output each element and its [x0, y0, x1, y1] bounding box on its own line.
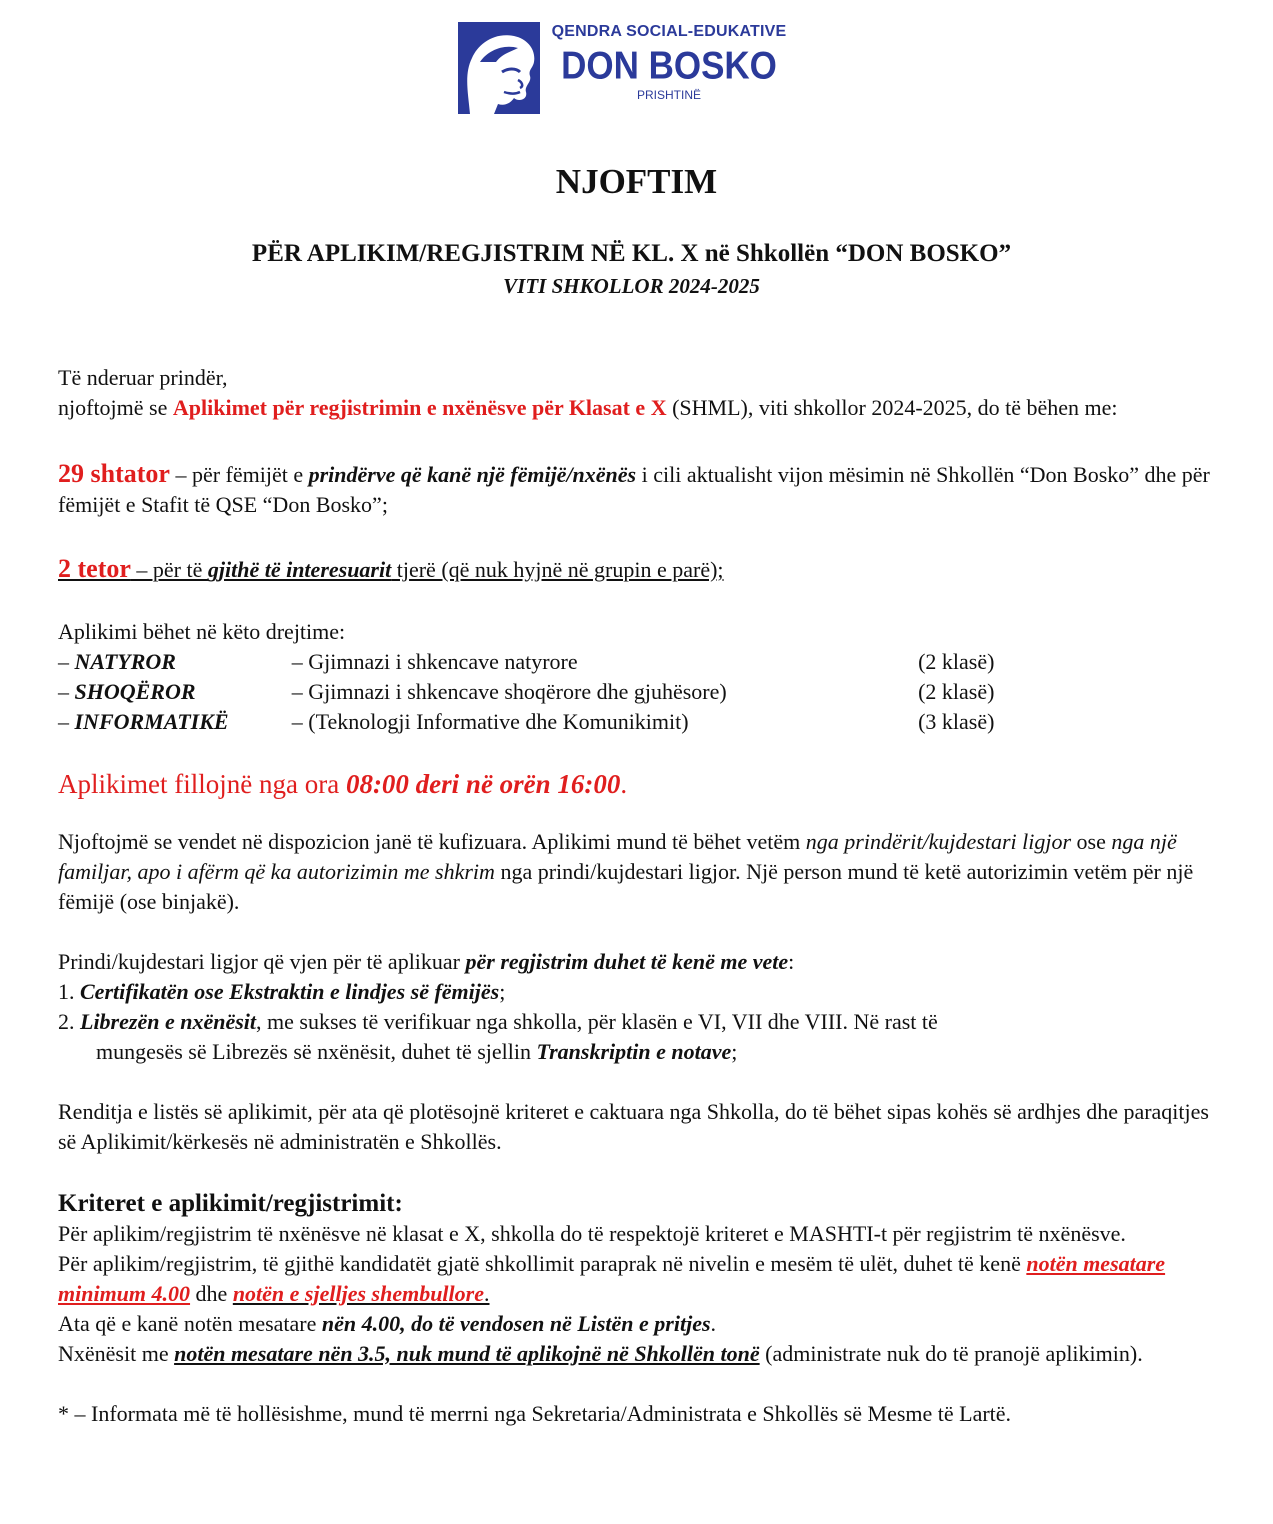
- hours-end: .: [620, 769, 628, 799]
- date1-paragraph: [58, 459, 1218, 520]
- hours-line: [58, 769, 1218, 799]
- direction-classes: (3 klasë): [918, 709, 995, 734]
- notice-emphasis-1: nga prindërit/kujdestari ligjor: [805, 829, 1072, 854]
- date2-date: 2 tetor: [58, 554, 131, 583]
- school-year: VITI SHKOLLOR 2024-2025: [503, 274, 760, 298]
- order-paragraph: Renditja e listës së aplikimit, për ata që plotësojnë kriteret e caktuara nga Shkolla, do të bëhet sipas kohës së ardhjes dhe paraqitjes së Aplikimit/kërkesës në administratën e Shkollës.: [58, 1099, 1209, 1154]
- notice-subtitle: PËR APLIKIM/REGJISTRIM NË KL. X në Shkollën “DON BOSKO”: [251, 240, 1012, 267]
- item-end: ;: [499, 979, 506, 1004]
- direction-dash: –: [58, 679, 75, 704]
- date1-text: – për fëmijët e: [169, 462, 309, 487]
- date2-text: – për të: [130, 557, 208, 582]
- item-title: Certifikatën ose Ekstraktin e lindjes së fëmijës: [80, 979, 500, 1004]
- direction-row: [58, 707, 1018, 737]
- intro-text-end: (SHML), viti shkollor 2024-2025, do të bëhen me:: [666, 395, 1118, 420]
- date2-paragraph: [58, 554, 1218, 585]
- item-number: 2.: [58, 1009, 80, 1034]
- logo-city-line: PRISHTINË: [636, 88, 701, 102]
- direction-name: INFORMATIKË: [74, 709, 229, 734]
- document-item-2: [58, 1007, 1218, 1037]
- criteria-paragraph-3: [58, 1309, 1218, 1339]
- logo-name-line: DON BOSKO: [561, 43, 777, 88]
- school-logo: [458, 22, 798, 114]
- criteria-exclusion: notën mesatare nën 3.5, nuk mund të aplikojnë në Shkollën tonë: [174, 1341, 760, 1366]
- docs-intro-text: Prindi/kujdestari ligjor që vjen për të aplikuar: [58, 949, 466, 974]
- criteria-min-grade: notën mesatare minimum 4.00: [58, 1251, 1166, 1306]
- notice-text: Njoftojmë se vendet në dispozicion janë të kufizuara. Aplikimi mund të bëhet vetëm: [58, 829, 806, 854]
- notice-emphasis-2: nga një familjar, apo i afërm që ka autorizimin me shkrim: [58, 829, 1177, 884]
- docs-intro-emphasis: për regjistrim duhet të kenë me vete: [465, 949, 789, 974]
- directions-list: [58, 647, 1018, 737]
- logo-org-line: QENDRA SOCIAL-EDUKATIVE: [551, 23, 787, 40]
- documents-intro: [58, 947, 1218, 977]
- intro-paragraph: [58, 393, 1218, 423]
- directions-intro: Aplikimi bëhet në këto drejtime:: [58, 619, 346, 644]
- notice-paragraph: [58, 827, 1218, 917]
- criteria-paragraph-4: [58, 1339, 1218, 1369]
- criteria-text: Ata që e kanë notën mesatare: [58, 1311, 322, 1336]
- criteria-paragraph-1: Për aplikim/regjistrim të nxënësve në klasat e X, shkolla do të respektojë kriteret e MASHTI-t për regjistrim të nxënësve.: [58, 1221, 1126, 1246]
- criteria-text-end: (administrate nuk do të pranojë aplikimin).: [759, 1341, 1143, 1366]
- date1-text-end: i cili aktualisht vijon mësimin në Shkollën “Don Bosko” dhe për fëmijët e Stafit të QSE “Don Bosko”;: [58, 462, 1210, 517]
- direction-desc: – Gjimnazi i shkencave shoqërore dhe gjuhësore): [291, 679, 727, 704]
- portrait-logo-icon: [458, 22, 540, 114]
- direction-dash: –: [58, 709, 75, 734]
- hours-time: 08:00 deri në orën 16:00: [345, 769, 621, 799]
- direction-name: NATYROR: [74, 649, 176, 674]
- hours-text: Aplikimet fillojnë nga ora: [58, 769, 346, 799]
- logo-text: [540, 22, 798, 102]
- direction-row: [58, 647, 1018, 677]
- direction-name: SHOQËROR: [74, 679, 196, 704]
- criteria-conduct-grade: notën e sjelljes shembullore: [232, 1281, 484, 1306]
- intro-text: njoftojmë se: [58, 395, 173, 420]
- direction-classes: (2 klasë): [918, 679, 995, 704]
- item-end: ;: [731, 1039, 738, 1064]
- footnote: * – Informata më të hollësishme, mund të merrni nga Sekretaria/Administrata e Shkollës së Mesme të Lartë.: [58, 1401, 1012, 1426]
- intro-highlight: Aplikimet për regjistrimin e nxënësve për Klasat e X: [172, 395, 667, 420]
- notice-text-3: nga prindi/kujdestari ligjor. Një person mund të ketë autorizimin vetëm për një fëmijë (ose binjakë).: [58, 859, 1194, 914]
- direction-desc: – (Teknologji Informative dhe Komunikimit): [291, 709, 689, 734]
- notice-body: [58, 363, 1218, 1429]
- notice-text-2: ose: [1071, 829, 1112, 854]
- criteria-text: Nxënësit me: [58, 1341, 175, 1366]
- document-item-2-continued: [58, 1037, 1218, 1067]
- criteria-end: .: [710, 1311, 717, 1336]
- date1-emphasis: prindërve që kanë një fëmijë/nxënës: [308, 462, 637, 487]
- item-emphasis: Transkriptin e notave: [536, 1039, 732, 1064]
- direction-row: [58, 677, 1018, 707]
- date2-text-end: tjerë (që nuk hyjnë në grupin e parë);: [391, 557, 724, 582]
- direction-classes: (2 klasë): [918, 649, 995, 674]
- document-item-1: [58, 977, 1218, 1007]
- page-title: NJOFTIM: [555, 162, 718, 201]
- docs-intro-end: :: [788, 949, 795, 974]
- criteria-waitlist: nën 4.00, do të vendosen në Listën e pritjes: [321, 1311, 711, 1336]
- item-text: mungesës së Librezës së nxënësit, duhet të sjellin: [96, 1039, 537, 1064]
- item-text: , me sukses të verifikuar nga shkolla, për klasën e VI, VII dhe VIII. Në rast të: [256, 1009, 938, 1034]
- criteria-heading: Kriteret e aplikimit/regjistrimit:: [58, 1190, 403, 1217]
- item-number: 1.: [58, 979, 80, 1004]
- greeting: Të nderuar prindër,: [58, 365, 228, 390]
- criteria-paragraph-2: [58, 1249, 1218, 1309]
- item-title: Librezën e nxënësit: [80, 1009, 256, 1034]
- criteria-text: dhe: [190, 1281, 233, 1306]
- direction-desc: – Gjimnazi i shkencave natyrore: [291, 649, 578, 674]
- criteria-end: .: [484, 1281, 490, 1306]
- direction-dash: –: [58, 649, 75, 674]
- criteria-text: Për aplikim/regjistrim, të gjithë kandidatët gjatë shkollimit paraprak në nivelin e mesëm të ulët, duhet të kenë: [58, 1251, 1027, 1276]
- date1-date: 29 shtator: [58, 459, 170, 488]
- date2-emphasis: gjithë të interesuarit: [207, 557, 392, 582]
